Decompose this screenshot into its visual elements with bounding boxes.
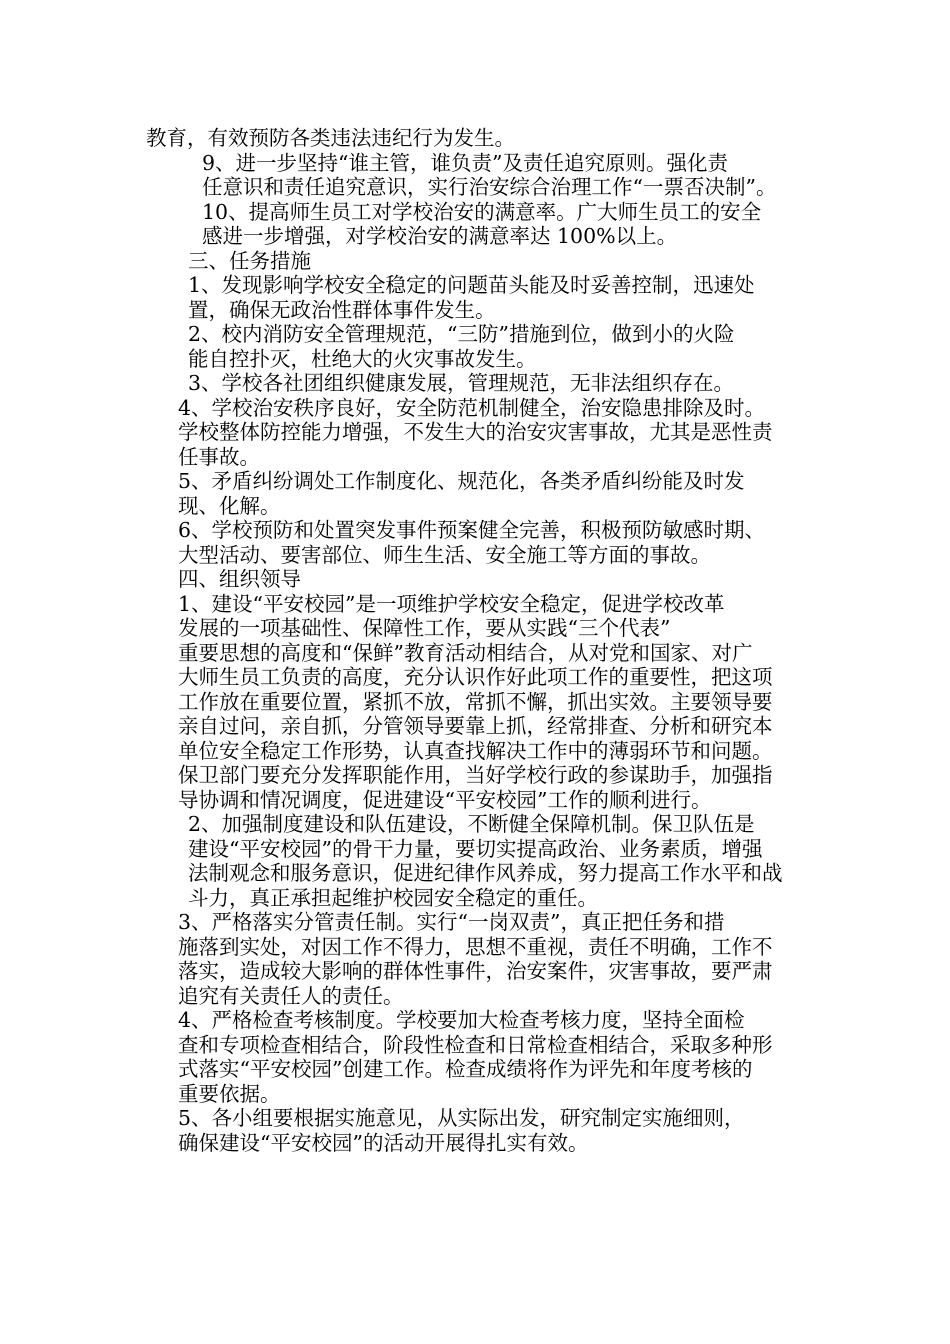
paragraph-task-6 [146,518,826,567]
text-line: 重要依据。 [178,1081,281,1106]
section-heading-leadership [146,567,826,592]
text-line: 导协调和情况调度，促进建设“平安校园”工作的顺利进行。 [178,787,712,812]
paragraph-leadership-1 [146,592,826,813]
text-line: 工作放在重要位置，紧抓不放，常抓不懈，抓出实效。主要领导要 [178,689,773,714]
text-line: 现、化解。 [178,493,281,518]
text-line: 确保建设“平安校园”的活动开展得扎实有效。 [178,1130,589,1155]
text-line: 置，确保无政治性群体事件发生。 [188,297,496,322]
paragraph-item-10 [146,200,826,249]
text-line: 单位安全稳定工作形势，认真查找解决工作中的薄弱环节和问题。 [178,738,773,763]
text-line: 3、学校各社团组织健康发展，管理规范，无非法组织存在。 [188,371,735,395]
paragraph-task-1 [146,273,826,322]
text-line: 施落到实处，对因工作不得力，思想不重视，责任不明确，工作不 [178,934,773,959]
paragraph-leadership-2 [146,812,826,910]
text-line: 教育，有效预防各类违法违纪行为发生。 [146,126,515,150]
paragraph-item-9 [146,151,826,200]
text-line: 任事故。 [178,444,260,469]
section-heading-tasks [146,249,826,274]
text-line: 感进一步增强，对学校治安的满意率达 100%以上。 [202,224,678,248]
text-line: 5、矛盾纠纷调处工作制度化、规范化，各类矛盾纠纷能及时发 [178,469,745,493]
text-line: 大师生员工负责的高度，充分认识作好此项工作的重要性，把这项 [178,665,773,689]
text-line: 建设“平安校园”的骨干力量，要切实提高政治、业务素质，增强 [188,836,763,861]
text-line: 4、学校治安秩序良好，安全防范机制健全，治安隐患排除及时。 [178,395,766,420]
text-line: 式落实“平安校园”创建工作。检查成绩将作为评先和年度考核的 [178,1057,753,1081]
text-line: 1、建设“平安校园”是一项维护学校安全稳定，促进学校改革 [178,591,725,616]
text-line: 保卫部门要充分发挥职能作用，当好学校行政的参谋助手，加强指 [178,763,773,787]
text-line: 1、发现影响学校安全稳定的问题苗头能及时妥善控制，迅速处 [188,273,755,297]
paragraph-task-3 [146,371,826,396]
text-line: 4、严格检查考核制度。学校要加大检查考核力度，坚持全面检 [178,1008,745,1032]
text-line: 2、加强制度建设和队伍建设，不断健全保障机制。保卫队伍是 [188,812,755,836]
paragraph-leadership-3 [146,910,826,1008]
text-line: 落实，造成较大影响的群体性事件，治安案件，灾害事故，要严肃 [178,959,773,983]
text-line: 9、进一步坚持“谁主管，谁负责”及责任追究原则。强化责 [202,150,729,175]
document-body [146,126,826,1155]
paragraph-task-2 [146,322,826,371]
text-line: 10、提高师生员工对学校治安的满意率。广大师生员工的安全 [202,199,762,224]
text-line: 6、学校预防和处置突发事件预案健全完善，积极预防敏感时期、 [178,518,766,542]
text-line: 5、各小组要根据实施意见，从实际出发，研究制定实施细则， [178,1106,745,1130]
text-line: 2、校内消防安全管理规范，“三防”措施到位，做到小的火险 [188,322,735,346]
heading-text: 三、任务措施 [188,248,311,273]
text-line: 亲自过问，亲自抓，分管领导要靠上抓，经常排查、分析和研究本 [178,714,773,738]
text-line: 能自控扑灭，杜绝大的火灾事故发生。 [188,346,537,371]
text-line: 法制观念和服务意识，促进纪律作风养成，努力提高工作水平和战 [188,861,783,885]
paragraph-leadership-4 [146,1008,826,1106]
text-line: 重要思想的高度和“保鲜”教育活动相结合，从对党和国家、对广 [178,640,753,665]
paragraph-task-5 [146,469,826,518]
text-line: 学校整体防控能力增强，不发生大的治安灾害事故，尤其是恶性责 [178,420,773,444]
text-line: 斗力，真正承担起维护校园安全稳定的重任。 [188,885,598,910]
text-line: 任意识和责任追究意识，实行治安综合治理工作“一票否决制”。 [202,175,777,199]
paragraph-task-4 [146,396,826,470]
text-line: 追究有关责任人的责任。 [178,983,404,1008]
text-line: 3、严格落实分管责任制。实行“一岗双责”，真正把任务和措 [178,910,725,934]
heading-text: 四、组织领导 [178,567,301,591]
text-line: 发展的一项基础性、保障性工作，要从实践“三个代表” [178,616,671,640]
paragraph-leadership-5 [146,1106,826,1155]
paragraph-continuation [146,126,826,151]
text-line: 大型活动、要害部位、师生生活、安全施工等方面的事故。 [178,542,711,567]
text-line: 查和专项检查相结合，阶段性检查和日常检查相结合，采取多种形 [178,1032,773,1057]
